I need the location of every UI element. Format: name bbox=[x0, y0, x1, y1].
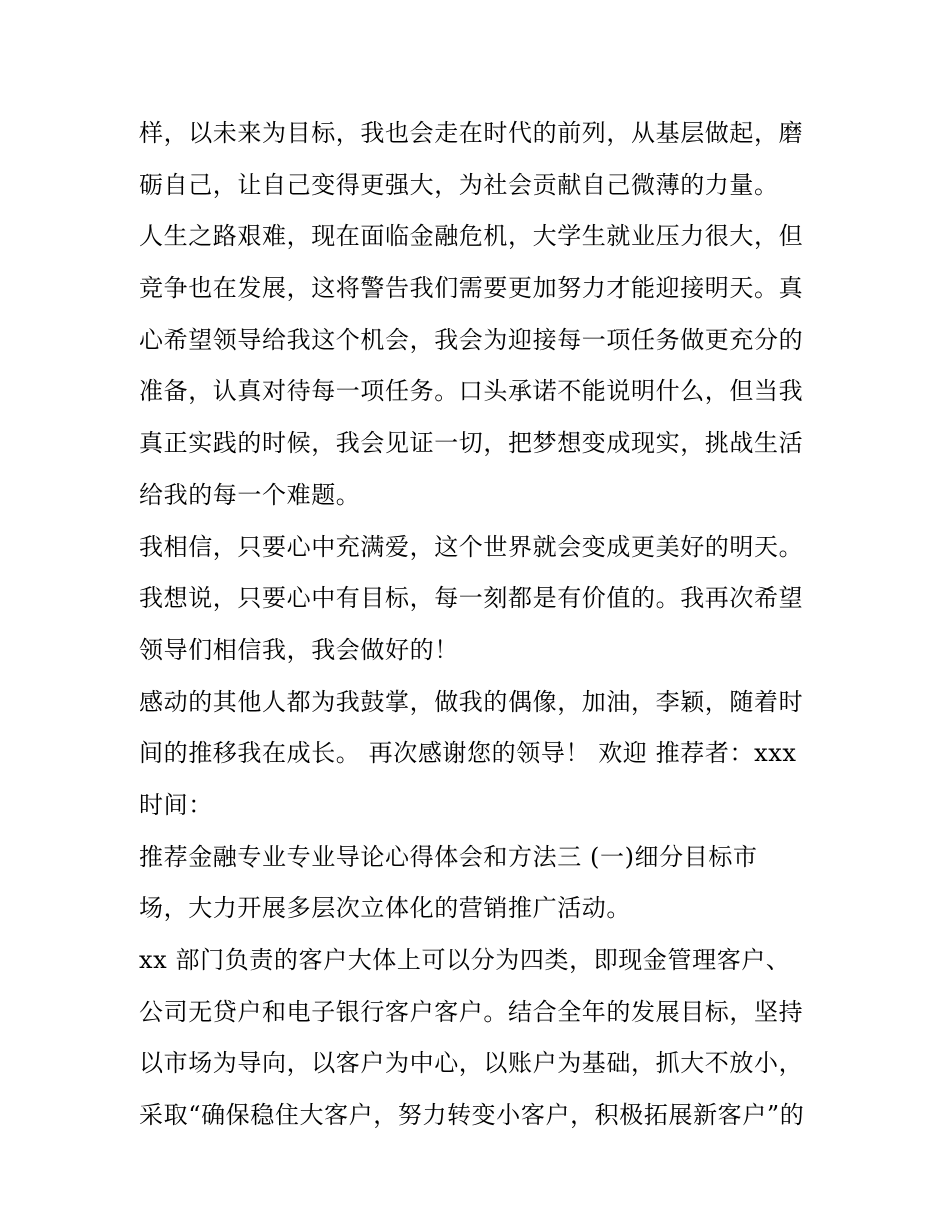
text-line: 给我的每一个难题。 bbox=[139, 480, 361, 509]
text-line: 时间： bbox=[139, 790, 213, 819]
text-line: 间的推移我在成长。 再次感谢您的领导！ 欢迎 推荐者：xxx bbox=[139, 739, 797, 768]
text-line: 感动的其他人都为我鼓掌，做我的偶像，加油，李颖，随着时 bbox=[139, 687, 804, 716]
text-line: 公司无贷户和电子银行客户客户。结合全年的发展目标，坚持 bbox=[139, 997, 804, 1026]
text-line: 以市场为导向，以客户为中心，以账户为基础，抓大不放小， bbox=[139, 1049, 804, 1078]
text-line: 心希望领导给我这个机会，我会为迎接每一项任务做更充分的 bbox=[139, 325, 804, 354]
body-text bbox=[139, 108, 829, 1142]
text-line: 样，以未来为目标，我也会走在时代的前列，从基层做起，磨 bbox=[139, 119, 804, 147]
text-line: 采取“确保稳住大客户，努力转变小客户，积极拓展新客户”的 bbox=[139, 1101, 805, 1130]
text-line: 我相信，只要心中充满爱，这个世界就会变成更美好的明天。 bbox=[139, 532, 804, 561]
text-line: 真正实践的时候，我会见证一切，把梦想变成现实，挑战生活 bbox=[139, 429, 804, 458]
text-line: xx 部门负责的客户大体上可以分为四类，即现金管理客户、 bbox=[139, 946, 791, 974]
text-line: 领导们相信我，我会做好的！ bbox=[139, 635, 459, 664]
text-line: 人生之路艰难，现在面临金融危机，大学生就业压力很大，但 bbox=[139, 222, 804, 251]
text-line: 我想说，只要心中有目标，每一刻都是有价值的。我再次希望 bbox=[139, 584, 804, 613]
text-line: 准备，认真对待每一项任务。口头承诺不能说明什么，但当我 bbox=[139, 377, 804, 406]
text-line: 砺自己，让自己变得更强大，为社会贡献自己微薄的力量。 bbox=[139, 170, 779, 199]
text-line: 竞争也在发展，这将警告我们需要更加努力才能迎接明天。真 bbox=[139, 274, 804, 303]
text-line: 场，大力开展多层次立体化的营销推广活动。 bbox=[139, 894, 631, 923]
text-line: 推荐金融专业专业导论心得体会和方法三 (一)细分目标市 bbox=[139, 842, 758, 871]
